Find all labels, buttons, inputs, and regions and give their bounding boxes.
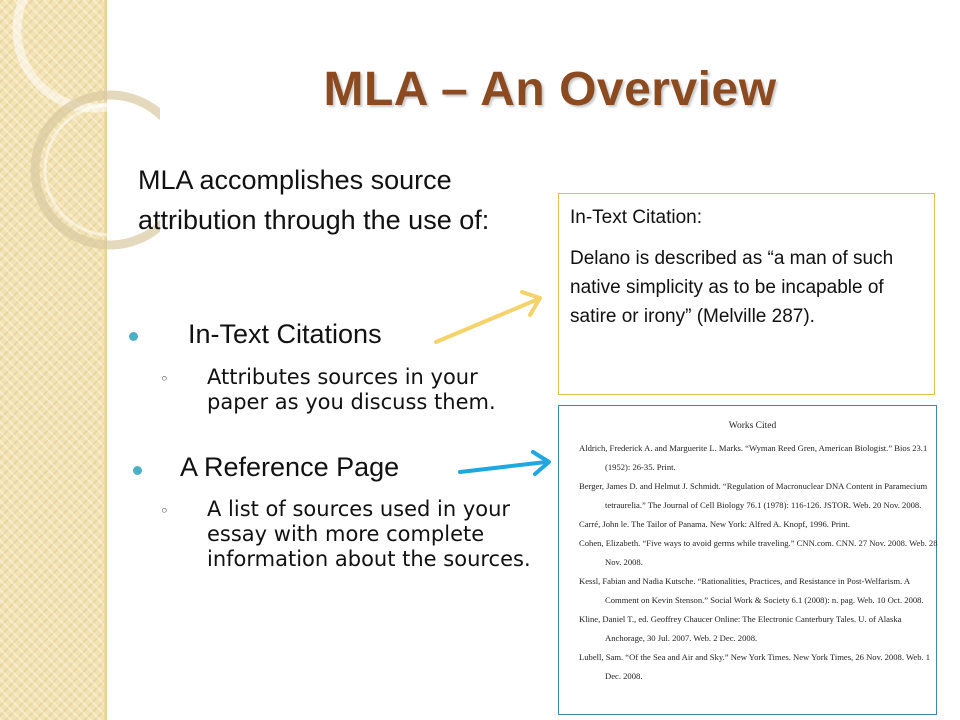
entry-continuation: Comment on Kevin Stenson.” Social Work & Society 6.1 (2008): n. pag. Web. 10 Oct. 2008. (605, 595, 924, 605)
sub-bullet-text: A list of sources used in your essay with more complete information about the sources. (207, 497, 531, 571)
ring-bullet-icon: ◦ (160, 370, 169, 388)
entry-continuation: Dec. 2008. (605, 671, 643, 681)
citation-example: Delano is described as “a man of such native simplicity as to be incapable of satire or irony” (Melville 287). (570, 248, 894, 327)
entry-line: Berger, James D. and Helmut J. Schmidt. “Regulation of Macronuclear DNA Content in Paramecium (579, 481, 928, 491)
sub-bullet-text: Attributes sources in your paper as you discuss them. (207, 365, 496, 414)
works-cited-entry (579, 439, 926, 477)
in-text-citation-box (558, 193, 935, 395)
works-cited-title: Works Cited (728, 421, 777, 431)
entry-line: Carré, John le. The Tailor of Panama. New York: Alfred A. Knopf, 1996. Print. (579, 519, 850, 529)
works-cited-entry (579, 572, 926, 610)
works-cited-entry (579, 534, 938, 572)
entry-line: Aldrich, Frederick A. and Marguerite L. Marks. “Wyman Reed Gren, American Biologist.” Bios 23.1 (579, 443, 928, 453)
slide-title: MLA – An Overview (323, 63, 777, 116)
entry-line: Lubell, Sam. “Of the Sea and Air and Sky.” New York Times. New York Times, 26 Nov. 2008. Web. 1 (579, 652, 931, 662)
entry-continuation: tetraurelia.” The Journal of Cell Biology 76.1 (1978): 116-126. JSTOR. Web. 20 Nov. 2008. (605, 500, 922, 510)
bullet-label: A Reference Page (180, 452, 400, 482)
works-cited-entry (579, 610, 926, 648)
entry-line: Cohen, Elizabeth. “Five ways to avoid germs while traveling.” CNN.com. CNN. 27 Nov. 2008. Web. 28 (579, 538, 938, 548)
works-cited-entry (579, 648, 931, 686)
works-cited-entry (579, 477, 926, 515)
works-cited-page (558, 405, 937, 715)
entry-continuation: (1952): 26-35. Print. (605, 462, 676, 472)
arrow-to-citation-icon (436, 292, 540, 342)
bullet-label: In-Text Citations (188, 319, 382, 349)
entry-continuation: Anchorage, 30 Jul. 2007. Web. 2 Dec. 2008. (605, 633, 758, 643)
intro-text: MLA accomplishes source attribution through the use of: (138, 165, 490, 235)
works-cited-entry (579, 515, 926, 534)
arrow-to-works-cited-icon (460, 452, 549, 474)
citation-heading: In-Text Citation: (570, 207, 702, 228)
entry-continuation: Nov. 2008. (605, 557, 643, 567)
entry-line: Kline, Daniel T., ed. Geoffrey Chaucer Online: The Electronic Canterbury Tales. U. of Alaska (579, 614, 902, 624)
ring-bullet-icon: ◦ (160, 502, 169, 520)
entry-line: Kessl, Fabian and Nadia Kutsche. “Rationalities, Practices, and Resistance in Post-Welfarism. A (579, 576, 911, 586)
